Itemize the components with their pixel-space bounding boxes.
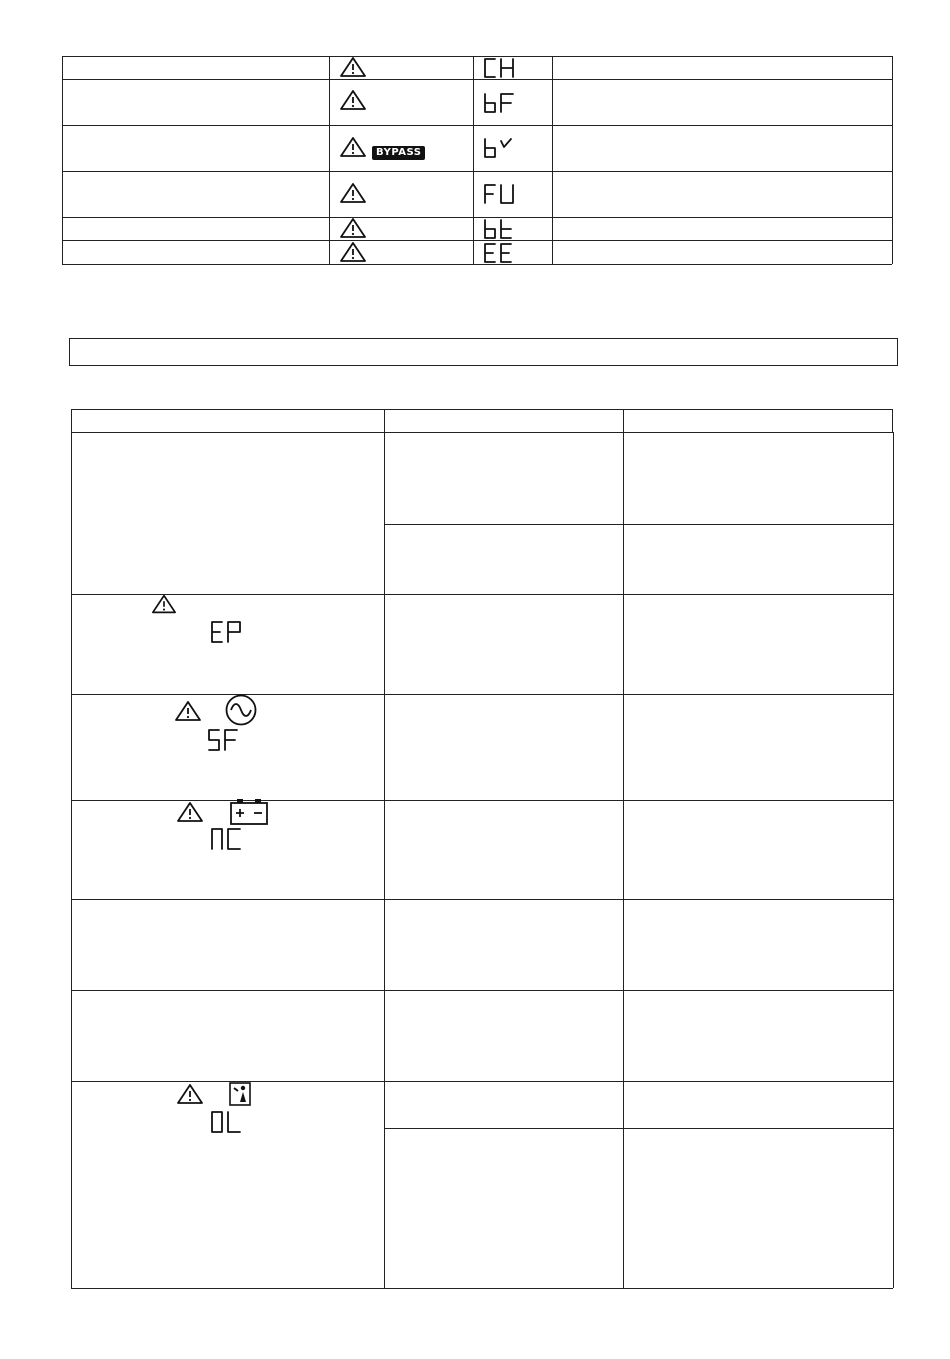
warning-icon xyxy=(151,593,177,615)
section-heading-box xyxy=(69,338,898,366)
warning-icon xyxy=(174,700,202,722)
warning-icon xyxy=(339,217,367,239)
warning-icon xyxy=(176,1083,204,1105)
warning-icon xyxy=(339,56,367,78)
bypass-badge: BYPASS xyxy=(372,146,425,160)
segment-code-ol xyxy=(210,1110,244,1134)
segment-code-ee xyxy=(483,242,517,264)
sine-wave-icon xyxy=(224,694,258,726)
warning-icon xyxy=(339,89,367,111)
segment-code-ep xyxy=(210,620,244,644)
segment-code-bf xyxy=(483,92,517,114)
battery-icon xyxy=(229,798,269,826)
warning-icon xyxy=(339,136,367,158)
warning-icon xyxy=(339,182,367,204)
warning-icon xyxy=(176,801,204,823)
warning-icon xyxy=(339,241,367,263)
segment-code-nc xyxy=(210,827,244,851)
segment-code-by xyxy=(483,137,517,159)
segment-code-ch xyxy=(483,57,517,79)
segment-code-bt xyxy=(483,218,517,240)
segment-code-sf xyxy=(207,728,241,752)
segment-code-fu xyxy=(483,183,517,205)
overload-icon xyxy=(229,1082,251,1106)
